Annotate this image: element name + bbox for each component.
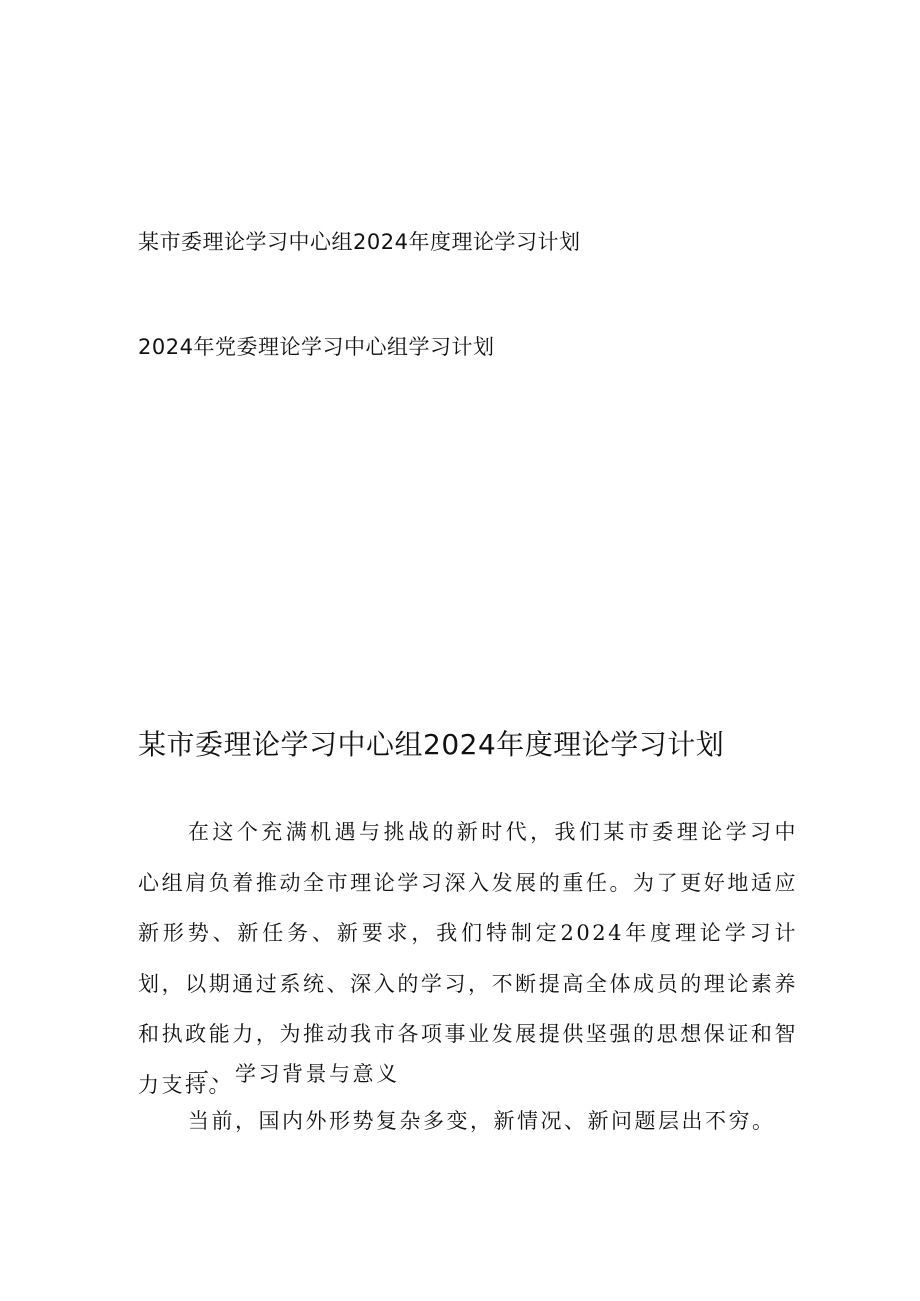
toc-item-1: 某市委理论学习中心组2024年度理论学习计划 xyxy=(138,230,581,254)
section-heading-background: 一、学习背景与意义 xyxy=(188,1062,400,1086)
document-title: 某市委理论学习中心组2024年度理论学习计划 xyxy=(138,728,725,761)
toc-item-2: 2024年党委理论学习中心组学习计划 xyxy=(138,335,495,359)
intro-paragraph: 在这个充满机遇与挑战的新时代，我们某市委理论学习中心组肩负着推动全市理论学习深入发展的重任。为了更好地适应新形势、新任务、新要求，我们特制定2024年度理论学习计划，以期通过系统、深入的学习，不断提高全体成员的理论素养和执政能力，为推动我市各项事业发展提供坚强的思想保证和智力支持。 xyxy=(138,820,798,1097)
section-paragraph: 当前，国内外形势复杂多变，新情况、新问题层出不穷。 xyxy=(188,1109,776,1133)
